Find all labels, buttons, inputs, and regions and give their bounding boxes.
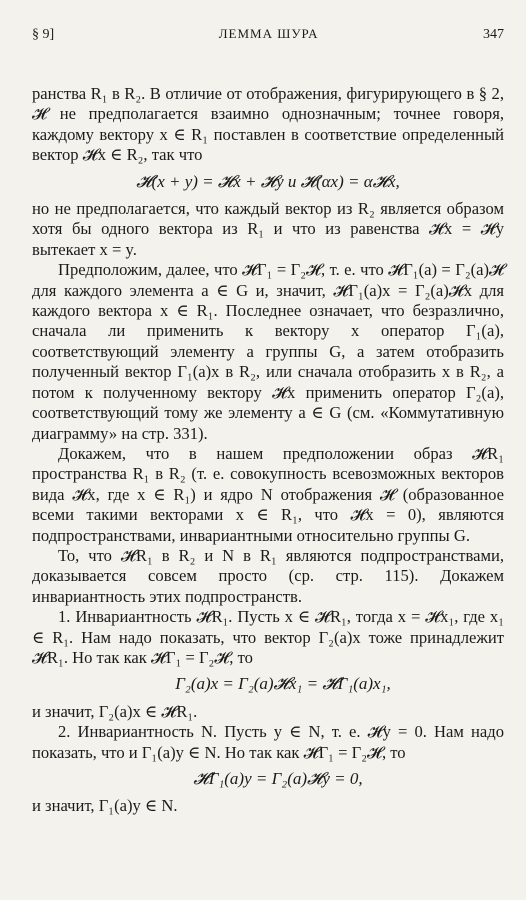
formula-image-invariance: Γ₂(a)x = Γ₂(a)𝓗x₁ = 𝓗Γ₁(a)x₁,	[175, 674, 391, 694]
running-header	[32, 26, 504, 50]
page-number: 347	[483, 27, 504, 42]
formula-linearity: 𝓗(x + y) = 𝓗x + 𝓗y и 𝓗(αx) = α𝓗x,	[136, 171, 400, 191]
paragraph-continuation: ранства R₁ в R₂. В отличие от отображения, фигурирующего в § 2, 𝓗 не предполагается взаимно однозначным; точнее говоря, каждому вектору x ∈ R₁ поставлен в соответствие определенный вектор 𝓗x ∈ R₂, так что	[32, 84, 504, 165]
page-body	[32, 84, 504, 817]
paragraph-not-bijective: но не предполагается, что каждый вектор из R₂ является образом хотя бы одного вектора из R₁ и что из равенства 𝓗x = 𝓗y вытекает x = y.	[32, 199, 504, 259]
paragraph-assumption: Предположим, далее, что 𝓗Γ₁ = Γ₂𝓗, т. е. что 𝓗Γ₁(a) = Γ₂(a)𝓗 для каждого элемента a ∈ G и, значит, 𝓗Γ₁(a)x = Γ₂(a)𝓗x для каждого вектора x ∈ R₁. Последнее означает, что безразлично, сначала ли применить к вектору x оператор Γ₁(a), соответствующий элементу a группы G, а затем отобразить полученный вектор Γ₁(a)x в R₂, или сначала отобразить x в R₂, а потом к полученному вектору 𝓗x применить оператор Γ₂(a), соответствующий тому же элементу a ∈ G (см. «Коммутативную диаграмму» на стр. 331).	[32, 260, 504, 443]
paragraph-claim: Докажем, что в нашем предположении образ 𝓗R₁ пространства R₁ в R₂ (т. е. совокупность всевозможных векторов вида 𝓗x, где x ∈ R₁) и ядро N отображения 𝓗 (образованное всеми такими векторами x ∈ R₁, что 𝓗x = 0), являются подпространствами, инвариантными относительно группы G.	[32, 443, 504, 545]
paragraph-kernel-conclusion: и значит, Γ₁(a)y ∈ N.	[32, 796, 178, 816]
paragraph-image-conclusion: и значит, Γ₂(a)x ∈ 𝓗R₁.	[32, 701, 198, 721]
running-title: ЛЕММА ШУРА	[218, 26, 319, 41]
formula-kernel-invariance: 𝓗Γ₁(a)y = Γ₂(a)𝓗y = 0,	[193, 769, 363, 788]
section-marker: § 9]	[32, 27, 55, 42]
paragraph-invariance-image: 1. Инвариантность 𝓗R₁. Пусть x ∈ 𝓗R₁, тогда x = 𝓗x₁, где x₁ ∈ R₁. Нам надо показать, что вектор Γ₂(a)x тоже принадлежит 𝓗R₁. Но так как 𝓗Γ₁ = Γ₂𝓗, то	[32, 607, 504, 667]
paragraph-subspaces: То, что 𝓗R₁ в R₂ и N в R₁ являются подпространствами, доказывается совсем просто (ср. стр. 115). Докажем инвариантность этих подпространств.	[32, 545, 504, 606]
paragraph-invariance-kernel: 2. Инвариантность N. Пусть y ∈ N, т. е. 𝓗y = 0. Нам надо показать, что и Γ₁(a)y ∈ N. Но так как 𝓗Γ₁ = Γ₂𝓗, то	[32, 722, 504, 762]
